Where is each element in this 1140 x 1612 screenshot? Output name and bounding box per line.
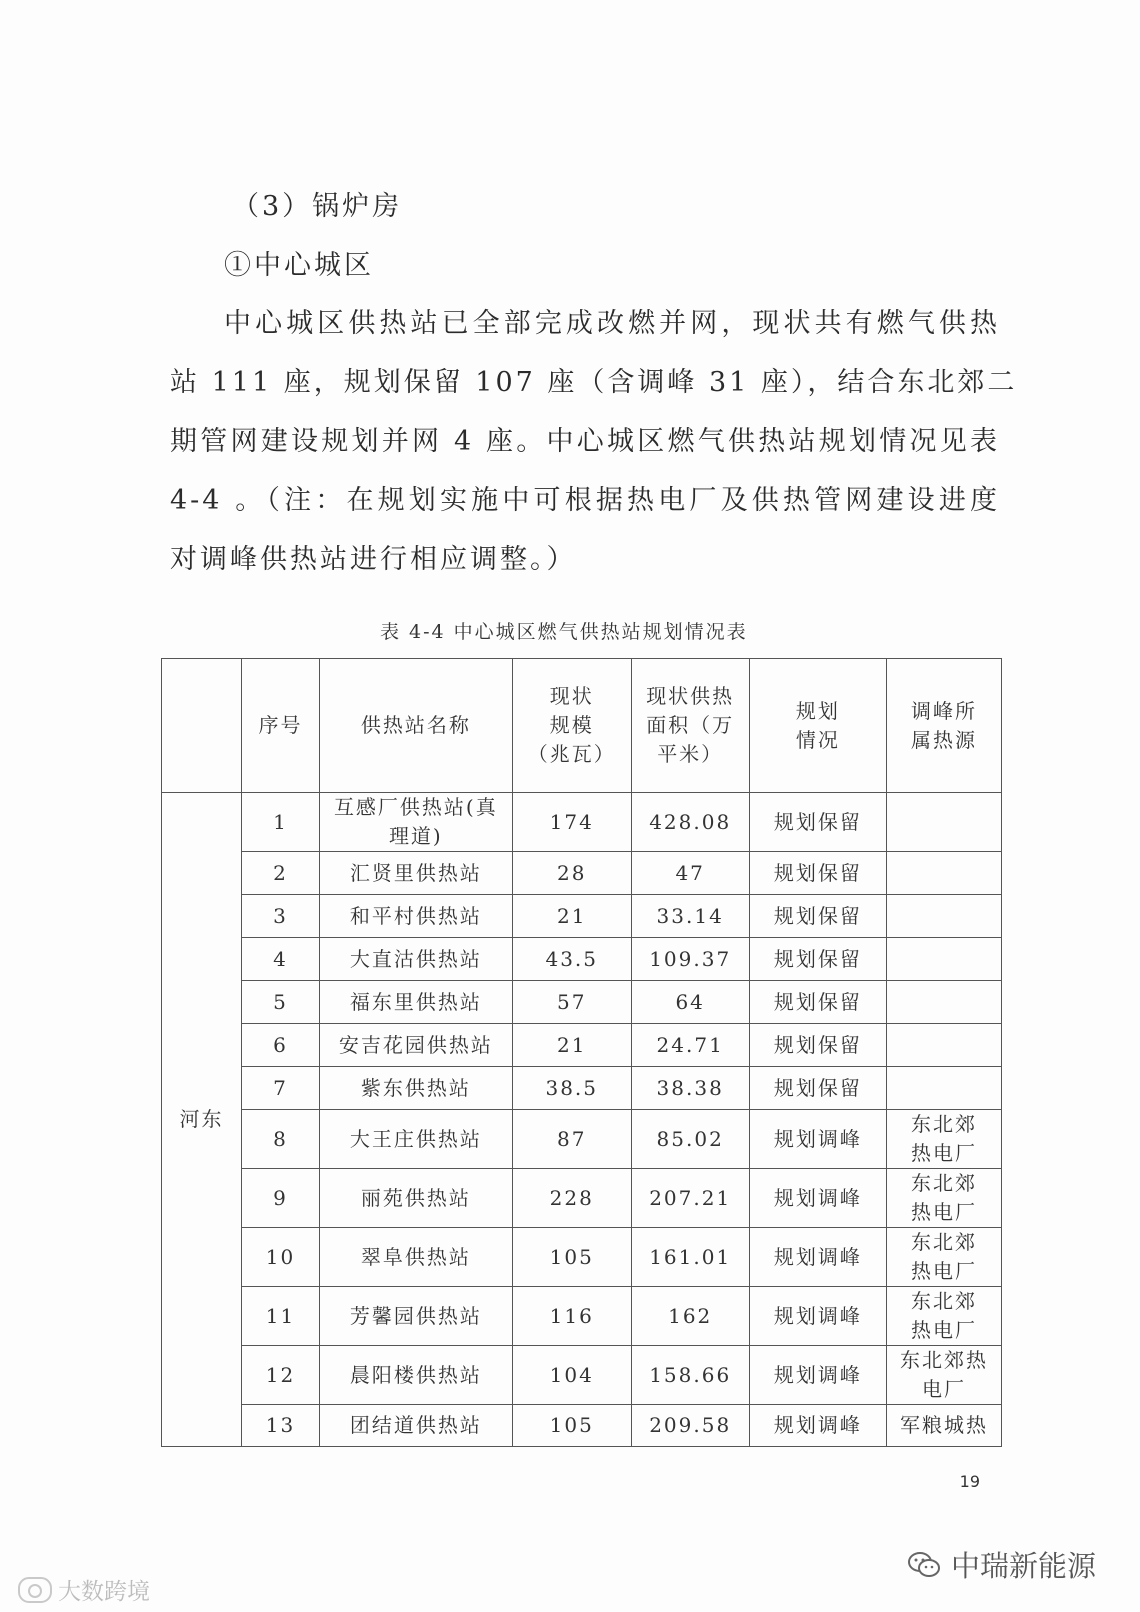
watermark-left-text: 大数跨境 bbox=[58, 1579, 150, 1605]
station-name-line: 理道) bbox=[388, 824, 443, 848]
peak-source-line: 军粮城热 bbox=[900, 1413, 989, 1437]
header-area-line: 面积（万 bbox=[646, 713, 735, 737]
station-name-cell bbox=[319, 1024, 512, 1067]
plan-cell: 规划保留 bbox=[749, 895, 886, 938]
header-capacity-line: 现状 bbox=[549, 684, 594, 708]
table-row bbox=[162, 895, 1002, 938]
plan-cell: 规划保留 bbox=[749, 852, 886, 895]
peak-source-cell bbox=[887, 1228, 1002, 1287]
peak-source-cell bbox=[887, 793, 1002, 852]
plan-cell: 规划调峰 bbox=[749, 1169, 886, 1228]
subsection-heading: ①中心城区 bbox=[224, 250, 374, 281]
peak-source-cell bbox=[887, 1067, 1002, 1110]
district-cell: 河东 bbox=[162, 793, 242, 1447]
plan-cell: 规划调峰 bbox=[749, 1405, 886, 1447]
peak-source-line: 东北郊热 bbox=[900, 1348, 989, 1372]
header-area bbox=[631, 659, 749, 793]
peak-source-cell bbox=[887, 895, 1002, 938]
plan-cell: 规划调峰 bbox=[749, 1346, 886, 1405]
area-cell: 207.21 bbox=[631, 1169, 749, 1228]
index-cell: 6 bbox=[242, 1024, 320, 1067]
station-name-cell bbox=[319, 852, 512, 895]
station-name-line: 芳馨园供热站 bbox=[349, 1303, 482, 1328]
table-row bbox=[162, 1067, 1002, 1110]
plan-cell: 规划保留 bbox=[749, 981, 886, 1024]
peak-source-cell bbox=[887, 852, 1002, 895]
capacity-cell: 228 bbox=[512, 1169, 631, 1228]
header-district bbox=[162, 659, 242, 793]
table-header-row bbox=[162, 659, 1002, 793]
station-name-cell bbox=[319, 1405, 512, 1447]
peak-source-cell bbox=[887, 1346, 1002, 1405]
header-source-line: 调峰所 bbox=[911, 698, 978, 723]
capacity-cell: 104 bbox=[512, 1346, 631, 1405]
plan-cell: 规划保留 bbox=[749, 793, 886, 852]
table-row bbox=[162, 1169, 1002, 1228]
paragraph-line: 对调峰供热站进行相应调整。） bbox=[170, 544, 577, 575]
station-name-cell bbox=[319, 1110, 512, 1169]
heating-station-table bbox=[161, 658, 1002, 1447]
table-row bbox=[162, 1287, 1002, 1346]
station-name-cell bbox=[319, 1228, 512, 1287]
station-name-line: 紫东供热站 bbox=[360, 1075, 471, 1100]
station-name-line: 互感厂供热站(真 bbox=[333, 795, 498, 819]
index-cell: 2 bbox=[242, 852, 320, 895]
station-name-line: 团结道供热站 bbox=[349, 1413, 482, 1437]
peak-source-line: 热电厂 bbox=[911, 1141, 978, 1165]
index-cell: 1 bbox=[242, 793, 320, 852]
paragraph-line: 中心城区供热站已全部完成改燃并网，现状共有燃气供热 bbox=[224, 308, 1000, 339]
table-row bbox=[162, 852, 1002, 895]
area-cell: 158.66 bbox=[631, 1346, 749, 1405]
index-cell: 8 bbox=[242, 1110, 320, 1169]
table-row bbox=[162, 1346, 1002, 1405]
peak-source-cell bbox=[887, 981, 1002, 1024]
station-name-cell bbox=[319, 1169, 512, 1228]
station-name-cell bbox=[319, 1346, 512, 1405]
area-cell: 162 bbox=[631, 1287, 749, 1346]
peak-source-cell bbox=[887, 1169, 1002, 1228]
table-row bbox=[162, 1110, 1002, 1169]
capacity-cell: 116 bbox=[512, 1287, 631, 1346]
wechat-icon bbox=[907, 1550, 941, 1580]
header-source bbox=[887, 659, 1002, 793]
station-name-cell bbox=[319, 938, 512, 981]
plan-cell: 规划调峰 bbox=[749, 1228, 886, 1287]
header-capacity-line: （兆瓦） bbox=[527, 742, 616, 766]
capacity-cell: 38.5 bbox=[512, 1067, 631, 1110]
peak-source-cell bbox=[887, 1024, 1002, 1067]
peak-source-line: 热电厂 bbox=[911, 1200, 978, 1224]
index-cell: 12 bbox=[242, 1346, 320, 1405]
paragraph-line: 4-4 。（注：在规划实施中可根据热电厂及供热管网建设进度 bbox=[170, 485, 1000, 516]
area-cell: 33.14 bbox=[631, 895, 749, 938]
area-cell: 47 bbox=[631, 852, 749, 895]
station-name-line: 大直沽供热站 bbox=[349, 946, 482, 971]
peak-source-cell bbox=[887, 938, 1002, 981]
capacity-cell: 43.5 bbox=[512, 938, 631, 981]
header-plan-line: 规划 bbox=[795, 698, 840, 723]
station-name-line: 晨阳楼供热站 bbox=[349, 1362, 482, 1387]
plan-cell: 规划调峰 bbox=[749, 1287, 886, 1346]
plan-cell: 规划保留 bbox=[749, 938, 886, 981]
peak-source-cell bbox=[887, 1287, 1002, 1346]
watermark-right-text: 中瑞新能源 bbox=[950, 1549, 1096, 1583]
index-cell: 3 bbox=[242, 895, 320, 938]
index-cell: 9 bbox=[242, 1169, 320, 1228]
watermark-left bbox=[18, 1573, 150, 1606]
capacity-cell: 105 bbox=[512, 1405, 631, 1447]
index-cell: 13 bbox=[242, 1405, 320, 1447]
area-cell: 109.37 bbox=[631, 938, 749, 981]
paragraph-line: 站 111 座，规划保留 107 座（含调峰 31 座），结合东北郊二 bbox=[170, 367, 1018, 398]
area-cell: 64 bbox=[631, 981, 749, 1024]
header-index: 序号 bbox=[242, 659, 320, 793]
station-name-cell bbox=[319, 793, 512, 852]
page-number: 19 bbox=[959, 1472, 980, 1491]
table-row bbox=[162, 938, 1002, 981]
index-cell: 10 bbox=[242, 1228, 320, 1287]
peak-source-line: 东北郊 bbox=[911, 1230, 978, 1254]
peak-source-line: 东北郊 bbox=[911, 1171, 978, 1195]
plan-cell: 规划保留 bbox=[749, 1067, 886, 1110]
header-capacity bbox=[512, 659, 631, 793]
station-name-cell bbox=[319, 1287, 512, 1346]
header-area-line: 平米） bbox=[657, 742, 724, 766]
peak-source-line: 热电厂 bbox=[911, 1318, 978, 1342]
watermark-right bbox=[907, 1544, 1096, 1585]
peak-source-line: 东北郊 bbox=[911, 1112, 978, 1136]
station-name-line: 安吉花园供热站 bbox=[338, 1032, 493, 1057]
paragraph-line: 期管网建设规划并网 4 座。中心城区燃气供热站规划情况见表 bbox=[170, 426, 1000, 457]
capacity-cell: 21 bbox=[512, 895, 631, 938]
capacity-cell: 87 bbox=[512, 1110, 631, 1169]
table-row bbox=[162, 1228, 1002, 1287]
station-name-cell bbox=[319, 895, 512, 938]
peak-source-line: 热电厂 bbox=[911, 1259, 978, 1283]
capacity-cell: 57 bbox=[512, 981, 631, 1024]
peak-source-cell bbox=[887, 1110, 1002, 1169]
index-cell: 5 bbox=[242, 981, 320, 1024]
table-row bbox=[162, 1024, 1002, 1067]
header-plan-line: 情况 bbox=[795, 727, 840, 752]
body-paragraph bbox=[170, 294, 1018, 589]
section-heading: （3）锅炉房 bbox=[232, 191, 403, 222]
index-cell: 7 bbox=[242, 1067, 320, 1110]
index-cell: 4 bbox=[242, 938, 320, 981]
station-name-line: 丽苑供热站 bbox=[360, 1185, 471, 1210]
capacity-cell: 21 bbox=[512, 1024, 631, 1067]
peak-source-line: 电厂 bbox=[922, 1377, 967, 1401]
capacity-cell: 28 bbox=[512, 852, 631, 895]
table-row bbox=[162, 981, 1002, 1024]
header-area-line: 现状供热 bbox=[646, 684, 735, 708]
station-name-line: 汇贤里供热站 bbox=[349, 860, 482, 885]
area-cell: 161.01 bbox=[631, 1228, 749, 1287]
header-plan bbox=[749, 659, 886, 793]
area-cell: 38.38 bbox=[631, 1067, 749, 1110]
area-cell: 209.58 bbox=[631, 1405, 749, 1447]
station-name-line: 大王庄供热站 bbox=[349, 1126, 482, 1151]
header-source-line: 属热源 bbox=[911, 727, 978, 752]
peak-source-line: 东北郊 bbox=[911, 1289, 978, 1313]
station-name-cell bbox=[319, 981, 512, 1024]
peak-source-cell bbox=[887, 1405, 1002, 1447]
capacity-cell: 174 bbox=[512, 793, 631, 852]
station-name-line: 和平村供热站 bbox=[349, 903, 482, 928]
station-name-cell bbox=[319, 1067, 512, 1110]
station-name-line: 福东里供热站 bbox=[349, 989, 482, 1014]
plan-cell: 规划保留 bbox=[749, 1024, 886, 1067]
table-row bbox=[162, 793, 1002, 852]
header-name: 供热站名称 bbox=[319, 659, 512, 793]
area-cell: 85.02 bbox=[631, 1110, 749, 1169]
header-capacity-line: 规模 bbox=[549, 713, 594, 737]
table-row bbox=[162, 1405, 1002, 1447]
station-name-line: 翠阜供热站 bbox=[360, 1244, 471, 1269]
index-cell: 11 bbox=[242, 1287, 320, 1346]
area-cell: 428.08 bbox=[631, 793, 749, 852]
eye-logo-icon bbox=[18, 1577, 52, 1603]
area-cell: 24.71 bbox=[631, 1024, 749, 1067]
capacity-cell: 105 bbox=[512, 1228, 631, 1287]
table-caption: 表 4-4 中心城区燃气供热站规划情况表 bbox=[380, 621, 748, 643]
plan-cell: 规划调峰 bbox=[749, 1110, 886, 1169]
